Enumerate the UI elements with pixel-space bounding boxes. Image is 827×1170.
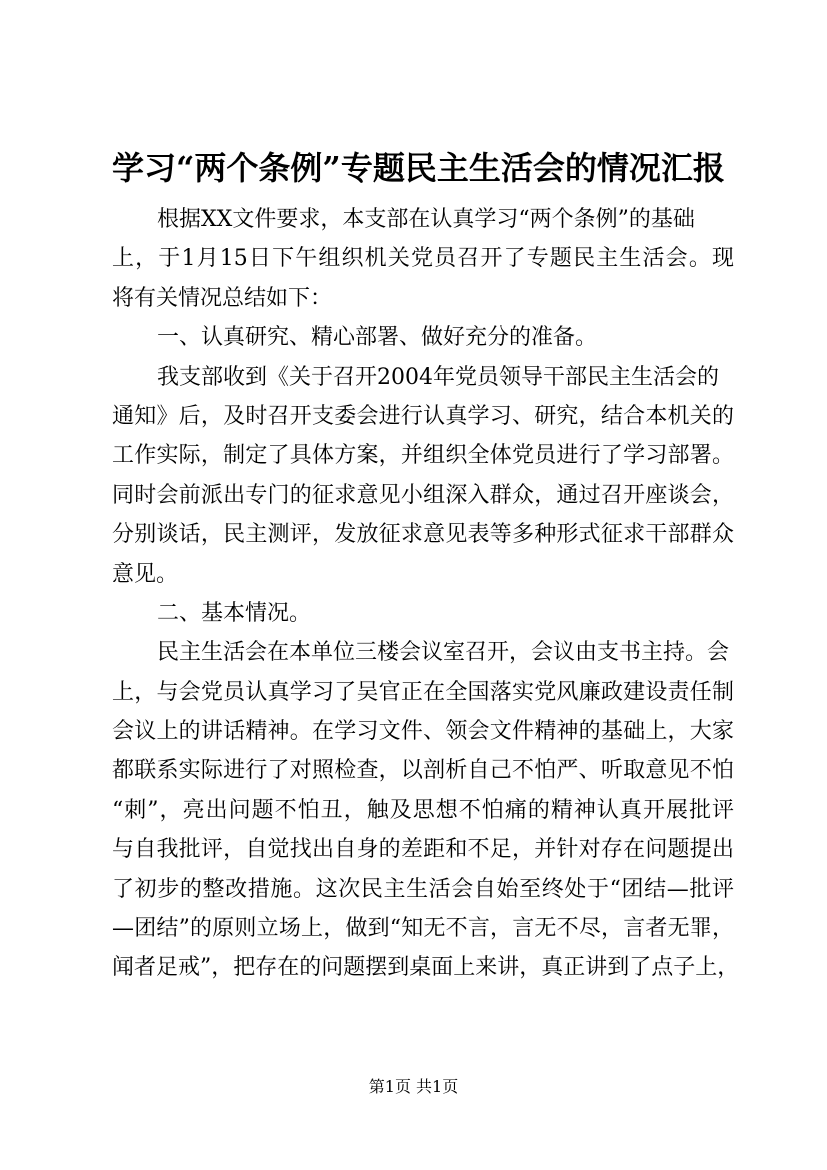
paragraph-line: 通知》后，及时召开支委会进行认真学习、研究，结合本机关的 [112,403,734,429]
paragraph-line: 工作实际，制定了具体方案，并组织全体党员进行了学习部署。 [112,443,734,469]
page-footer: 第1页 共1页 [368,1077,459,1096]
paragraph-line: 上，于1月15日下午组织机关党员召开了专题民主生活会。现 [112,246,734,272]
section-heading-2: 二、基本情况。 [157,600,312,626]
section-heading-1: 一、认真研究、精心部署、做好充分的准备。 [157,325,598,351]
paragraph-line: —团结”的原则立场上，做到“知无不言，言无不尽，言者无罪， [112,916,734,942]
paragraph-line: 将有关情况总结如下： [112,285,333,311]
paragraph-line: 意见。 [112,561,179,587]
document-title: 学习“两个条例”专题民主生活会的情况汇报 [112,149,725,187]
paragraph-line: 都联系实际进行了对照检查，以剖析自己不怕严、听取意见不怕 [112,758,734,784]
paragraph-line: “刺”，亮出问题不怕丑，触及思想不怕痛的精神认真开展批评 [112,797,734,823]
paragraph-line: 我支部收到《关于召开2004年党员领导干部民主生活会的 [157,364,719,390]
paragraph-line: 分别谈话，民主测评，发放征求意见表等多种形式征求干部群众 [112,522,734,548]
paragraph-line: 与自我批评，自觉找出自身的差距和不足，并针对存在问题提出 [112,837,734,863]
paragraph-line: 上，与会党员认真学习了吴官正在全国落实党风廉政建设责任制 [112,679,734,705]
paragraph-line: 根据XX文件要求，本支部在认真学习“两个条例”的基础 [157,207,695,232]
document-body [112,200,740,988]
paragraph-line: 民主生活会在本单位三楼会议室召开，会议由支书主持。会 [157,640,730,666]
paragraph-line: 同时会前派出专门的征求意见小组深入群众，通过召开座谈会， [112,482,734,508]
paragraph-line: 了初步的整改措施。这次民主生活会自始至终处于“团结—批评 [112,876,734,902]
paragraph-line: 闻者足戒”，把存在的问题摆到桌面上来讲，真正讲到了点子上， [112,955,740,981]
paragraph-line: 会议上的讲话精神。在学习文件、领会文件精神的基础上，大家 [112,719,734,745]
